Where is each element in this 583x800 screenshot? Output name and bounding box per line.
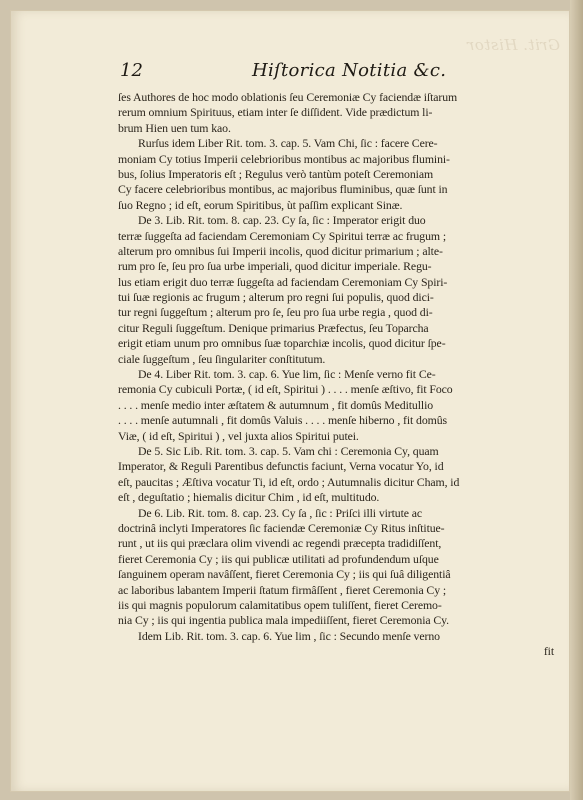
text-line: . . . . menſe medio inter æſtatem & autumnum , fit domûs Meditullio [118,397,434,412]
text-line: ſes Authores de hoc modo oblationis ſeu Ceremoniæ Cy faciendæ iſtarum [118,90,458,104]
catchword: fit [543,644,554,659]
text-line: lus etiam erigit duo terræ ſuggeſta ad faciendam Ceremoniam Cy Spiri- [118,274,448,289]
text-line: iis qui magnis populorum calamitatibus opem tuliſſent, fieret Ceremo- [118,597,442,612]
body-text [118,90,558,659]
text-line: runt , ut iis qui præclara olim vivendi ac regendi præcepta tradidiſſent, [118,536,442,551]
text-line: remonia Cy cubiculi Portæ, ( id eſt, Spiritui ) . . . . menſe æſtivo, fit Foco [118,382,453,397]
text-line: tui ſuæ regionis ac frugum ; alterum pro regni ſui populis, quod dici- [118,290,434,305]
text-line: bus, ſolius Imperatoris eſt ; Regulus verò tantùm poteſt Ceremoniam [118,166,434,181]
text-line: nia Cy ; iis qui ingentia publica mala impediiſſent, fieret Ceremonia Cy. [118,613,450,628]
text-line: erigit etiam unum pro omnibus ſuæ toparchiæ incolis, quod dicitur ſpe- [118,336,446,351]
text-line: citur Reguli ſuggeſtum. Denique primarius Præfectus, ſeu Toparcha [118,320,429,335]
text-line: rum pro ſe, ſeu pro ſua urbe imperiali, quod dicitur imperiale. Regu- [118,259,432,274]
text-line: Viæ, ( id eſt, Spiritui ) , vel juxta alios Spiritui putei. [118,428,359,443]
text-line: De 6. Lib. Rit. tom. 8. cap. 23. Cy ſa , ſic : Priſci illi virtute ac [138,505,423,520]
running-head [112,60,562,86]
text-line: terræ ſuggeſta ad faciendam Ceremoniam Cy Spiritui terræ ac frugum ; [118,228,447,243]
text-line: De 5. Sic Lib. Rit. tom. 3. cap. 5. Vam chi : Ceremonia Cy, quam [138,443,439,458]
text-line: ac laboribus labantem Imperii ſtatum firmâſſent , fieret Ceremonia Cy ; [118,582,447,597]
running-title: Hiſtorica Notitia &c. [252,60,447,81]
text-line: doctrinâ inclyti Imperatores ſic faciendæ Ceremoniæ Cy Ritus inſtitue- [118,520,445,535]
text-line: moniam Cy totius Imperii celebrioribus montibus ac majoribus flumini- [118,151,450,166]
text-line: . . . . menſe autumnali , fit domûs Valuis . . . . menſe hiberno , fit domûs [118,413,448,428]
text-line: Rurſus idem Liber Rit. tom. 3. cap. 5. Vam Chi, ſic : facere Cere- [138,136,438,151]
text-line: alterum pro omnibus ſui Imperii incolis, quod dicitur primarium ; alte- [118,243,443,258]
text-line: ſanguinem operam navâſſent, fieret Ceremonia Cy ; iis qui ſuâ diligentiâ [118,567,451,582]
page-edge-shadow [570,0,583,800]
page-number: 12 [120,60,143,81]
text-line: brum Hien uen tum kao. [118,120,231,135]
text-line: ſuo Regno ; id eſt, eorum Spiritibus, ùt paſſim explicant Sinæ. [118,197,403,212]
text-line: fieret Ceremonia Cy ; iis qui publicæ utilitati ad profundendum uſque [118,551,439,566]
text-line: tur regni ſuggeſtum ; alterum pro ſe, ſeu pro ſua urbe regia , quod di- [118,305,433,320]
text-line: eſt , deguſtatio ; hiemalis dicitur Chim , id eſt, multitudo. [118,490,380,505]
text-line: ciale ſuggeſtum , ſeu ſingulariter conſtitutum. [118,351,326,366]
text-line: Idem Lib. Rit. tom. 3. cap. 6. Yue lim , ſic : Secundo menſe verno [138,628,440,643]
text-line: Imperator, & Reguli Parentibus defunctis faciunt, Verna vocatur Yo, id [118,459,444,474]
text-line: Cy facere celebrioribus montibus, ac majoribus fluminibus, quæ ſunt in [118,182,448,197]
bleed-through-text: Grit. Histor [466,36,560,54]
text-line: rerum omnium Spirituus, etiam inter ſe diſſident. Vide prædictum li- [118,105,433,120]
text-line: eſt, paucitas ; Æſtiva vocatur Ti, id eſt, ordo ; Autumnalis dicitur Cham, id [118,474,460,489]
text-line: De 4. Liber Rit. tom. 3. cap. 6. Yue lim, ſic : Menſe verno fit Ce- [138,367,436,382]
text-line: De 3. Lib. Rit. tom. 8. cap. 23. Cy ſa, ſic : Imperator erigit duo [138,213,426,228]
